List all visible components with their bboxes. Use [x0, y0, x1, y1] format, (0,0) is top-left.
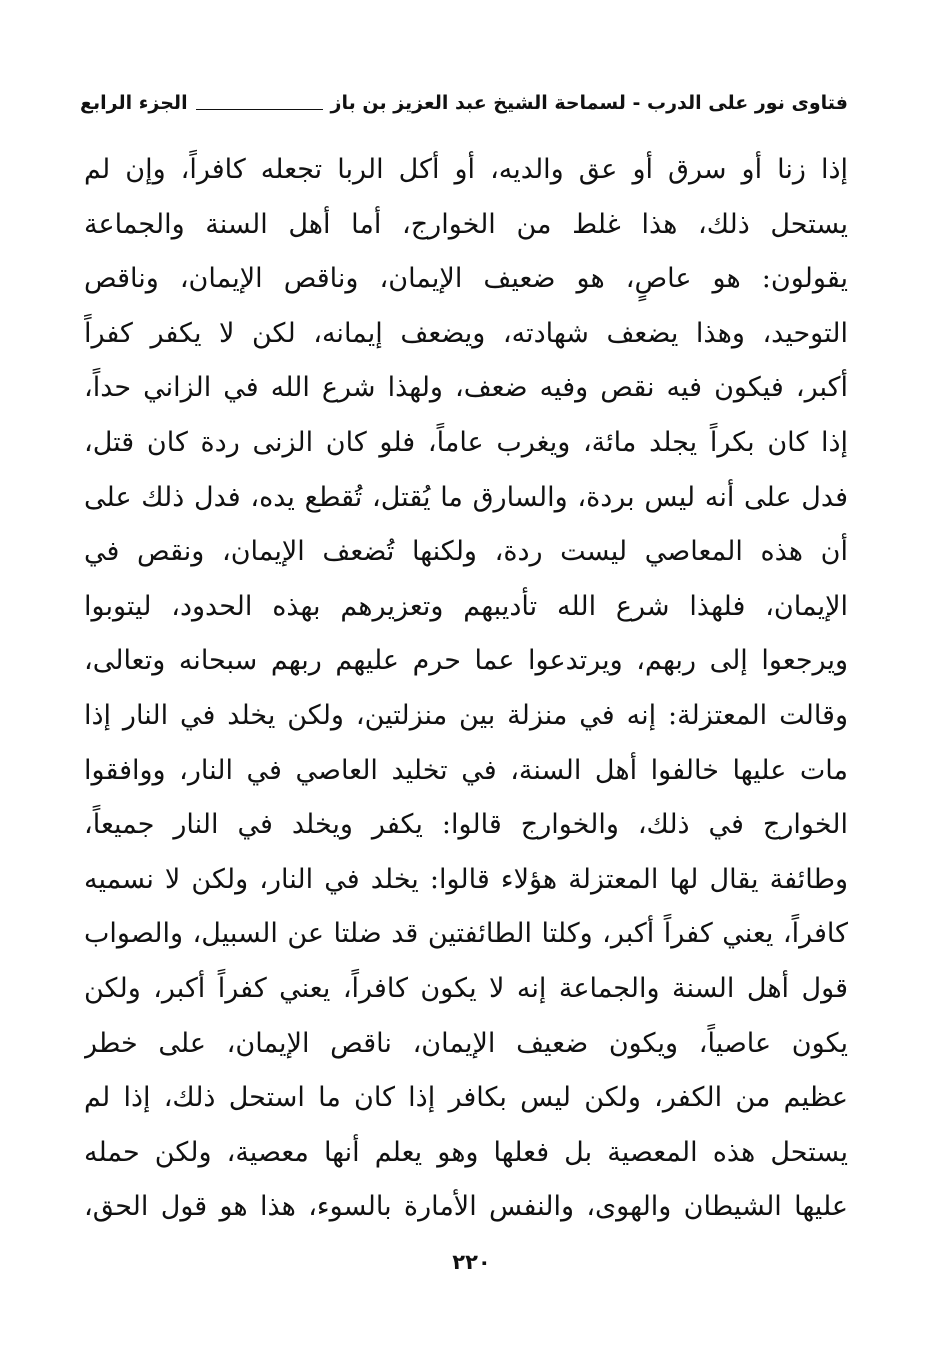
page-number: ٢٢٠ — [452, 1250, 491, 1274]
header-rule — [196, 109, 323, 110]
text-line: كافراً، يعني كفراً أكبر، وكلتا الطائفتين قد ضلتا عن السبيل، والصواب — [84, 918, 848, 950]
text-line: قول أهل السنة والجماعة إنه لا يكون كافراً، يعني كفراً أكبر، ولكن — [84, 972, 848, 1004]
text-line: وطائفة يقال لها المعتزلة هؤلاء قالوا: يخلد في النار، ولكن لا نسميه — [84, 863, 848, 895]
text-line: ويرجعوا إلى ربهم، ويرتدعوا عما حرم عليهم ربهم سبحانه وتعالى، — [84, 645, 848, 677]
text-line: عليها الشيطان والهوى، والنفس الأمارة بالسوء، هذا هو قول الحق، — [84, 1191, 848, 1223]
text-line: أكبر، فيكون فيه نقص وفيه ضعف، ولهذا شرع الله في الزاني حداً، — [84, 372, 848, 404]
text-line: التوحيد، وهذا يضعف شهادته، ويضعف إيمانه، لكن لا يكفر كفراً — [84, 317, 848, 349]
text-line: إذا كان بكراً يجلد مائة، ويغرب عاماً، فلو كان الزنى ردة كان قتل، — [84, 426, 848, 458]
text-line: أن هذه المعاصي ليست ردة، ولكنها تُضعف الإيمان، ونقص في — [84, 536, 848, 568]
text-line: يستحل ذلك، هذا غلط من الخوارج، أما أهل السنة والجماعة — [84, 208, 848, 240]
text-line: يكون عاصياً، ويكون ضعيف الإيمان، ناقص الإيمان، على خطر — [84, 1027, 848, 1059]
text-line: الإيمان، فلهذا شرع الله تأديبهم وتعزيرهم بهذه الحدود، ليتوبوا — [84, 590, 848, 622]
volume-label: الجزء الرابع — [80, 92, 188, 114]
body-text — [84, 143, 848, 1235]
text-line: وقالت المعتزلة: إنه في منزلة بين منزلتين، ولكن يخلد في النار إذا — [84, 699, 848, 731]
text-line: الخوارج في ذلك، والخوارج قالوا: يكفر ويخلد في النار جميعاً، — [84, 809, 848, 841]
text-line: يقولون: هو عاصٍ، هو ضعيف الإيمان، وناقص الإيمان، وناقص — [84, 263, 848, 295]
text-line: إذا زنا أو سرق أو عق والديه، أو أكل الربا تجعله كافراً، وإن لم — [84, 154, 848, 185]
text-line: يستحل هذه المعصية بل فعلها وهو يعلم أنها معصية، ولكن حمله — [84, 1136, 848, 1168]
series-title: فتاوى نور على الدرب - لسماحة الشيخ عبد العزيز بن باز — [330, 92, 848, 114]
text-line: فدل على أنه ليس بردة، والسارق ما يُقتل، تُقطع يده، فدل ذلك على — [84, 481, 848, 513]
text-line: عظيم من الكفر، ولكن ليس بكافر إذا كان ما استحل ذلك، إذا لم — [84, 1082, 848, 1114]
running-header — [80, 86, 848, 120]
text-line: مات عليها خالفوا أهل السنة، في تخليد العاصي في النار، ووافقوا — [84, 754, 848, 786]
